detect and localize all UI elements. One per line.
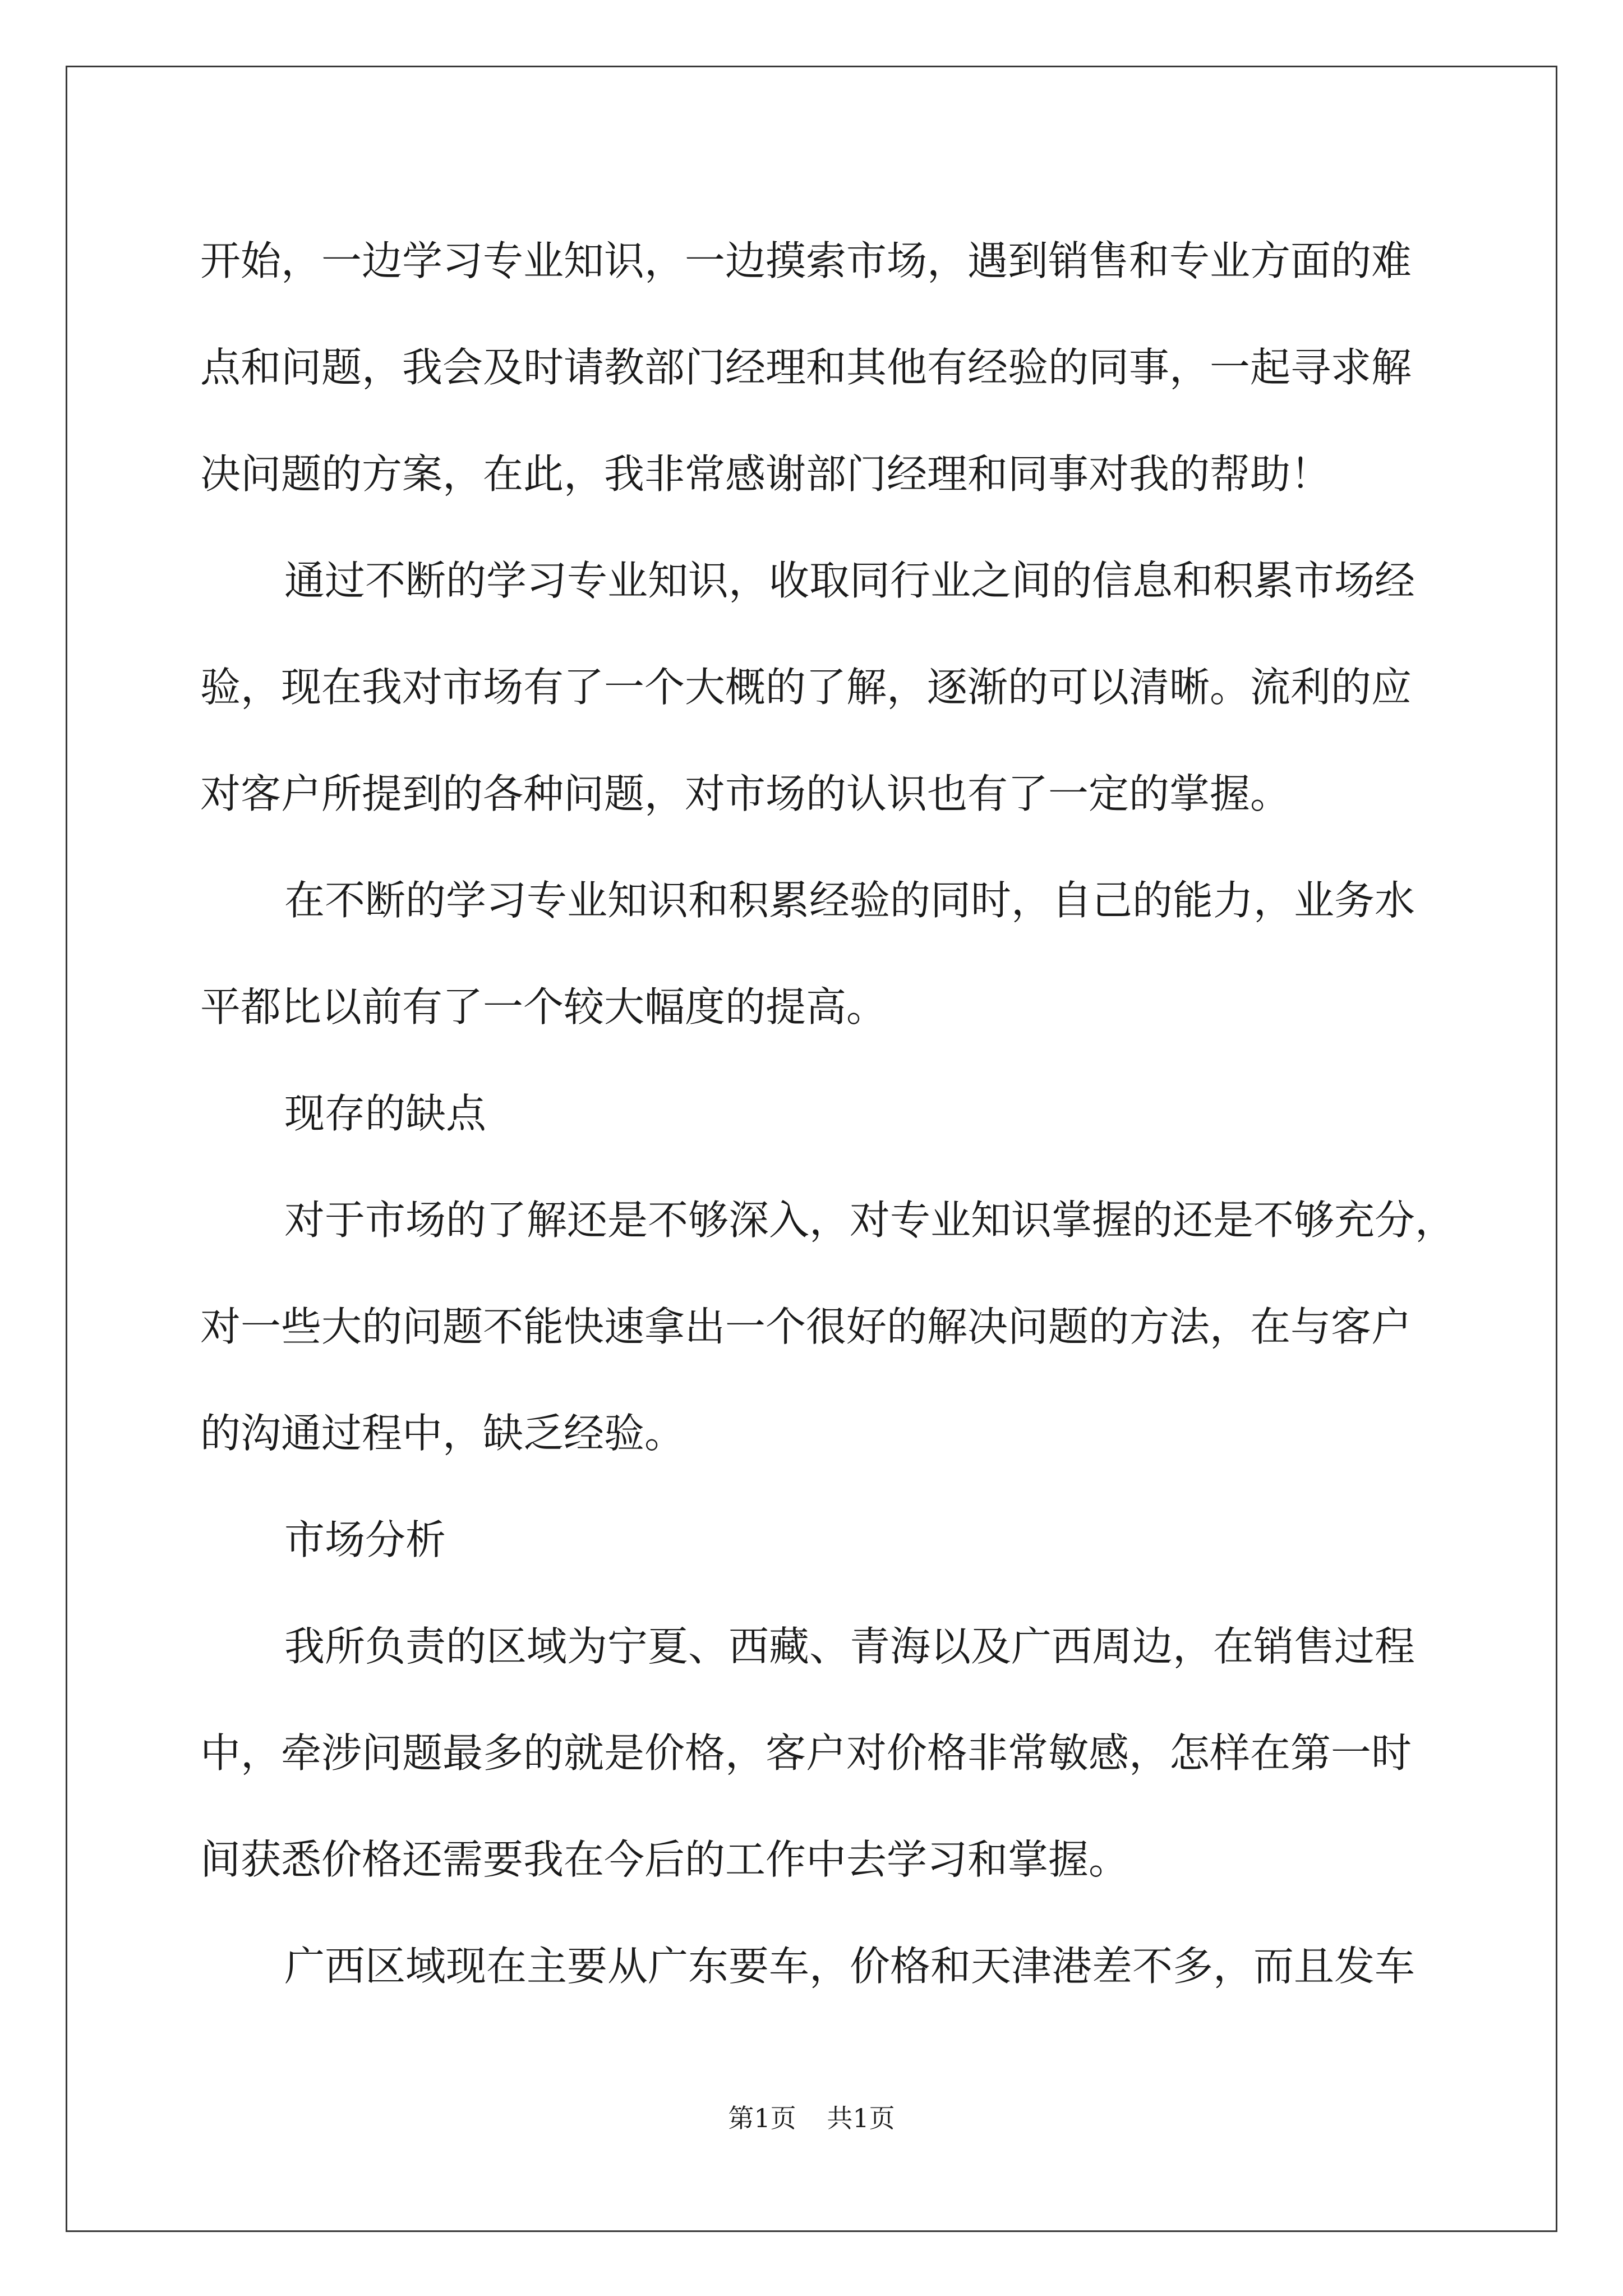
page-footer — [0, 2098, 1623, 2135]
section-heading: 市场分析 — [284, 1516, 446, 1563]
text-line: 的沟通过程中，缺乏经验。 — [200, 1410, 685, 1457]
text-line: 开始，一边学习专业知识，一边摸索市场，遇到销售和专业方面的难 — [200, 237, 1412, 284]
text-line: 在不断的学习专业知识和积累经验的同时，自己的能力，业务水 — [284, 877, 1415, 924]
text-line: 我所负责的区域为宁夏、西藏、青海以及广西周边，在销售过程 — [284, 1623, 1415, 1670]
document-body — [200, 208, 1456, 2019]
text-line: 验，现在我对市场有了一个大概的了解，逐渐的可以清晰。流利的应 — [200, 664, 1412, 711]
page-total: 共1页 — [827, 2103, 895, 2133]
text-line: 间获悉价格还需要我在今后的工作中去学习和掌握。 — [200, 1836, 1129, 1883]
text-line: 平都比以前有了一个较大幅度的提高。 — [200, 983, 887, 1030]
text-line: 通过不断的学习专业知识，收取同行业之间的信息和积累市场经 — [284, 557, 1415, 604]
text-line: 中，牵涉问题最多的就是价格，客户对价格非常敏感，怎样在第一时 — [200, 1729, 1412, 1777]
text-line: 对一些大的问题不能快速拿出一个很好的解决问题的方法，在与客户 — [200, 1303, 1412, 1350]
text-line: 广西区域现在主要从广东要车，价格和天津港差不多，而且发车 — [284, 1943, 1415, 1990]
text-line: 对客户所提到的各种问题，对市场的认识也有了一定的掌握。 — [200, 770, 1291, 817]
text-line: 对于市场的了解还是不够深入，对专业知识掌握的还是不够充分， — [284, 1197, 1456, 1244]
text-line: 决问题的方案，在此，我非常感谢部门经理和同事对我的帮助！ — [200, 450, 1331, 498]
page-number: 第1页 — [728, 2103, 796, 2133]
section-heading: 现存的缺点 — [284, 1090, 487, 1137]
text-line: 点和问题，我会及时请教部门经理和其他有经验的同事，一起寻求解 — [200, 344, 1412, 391]
